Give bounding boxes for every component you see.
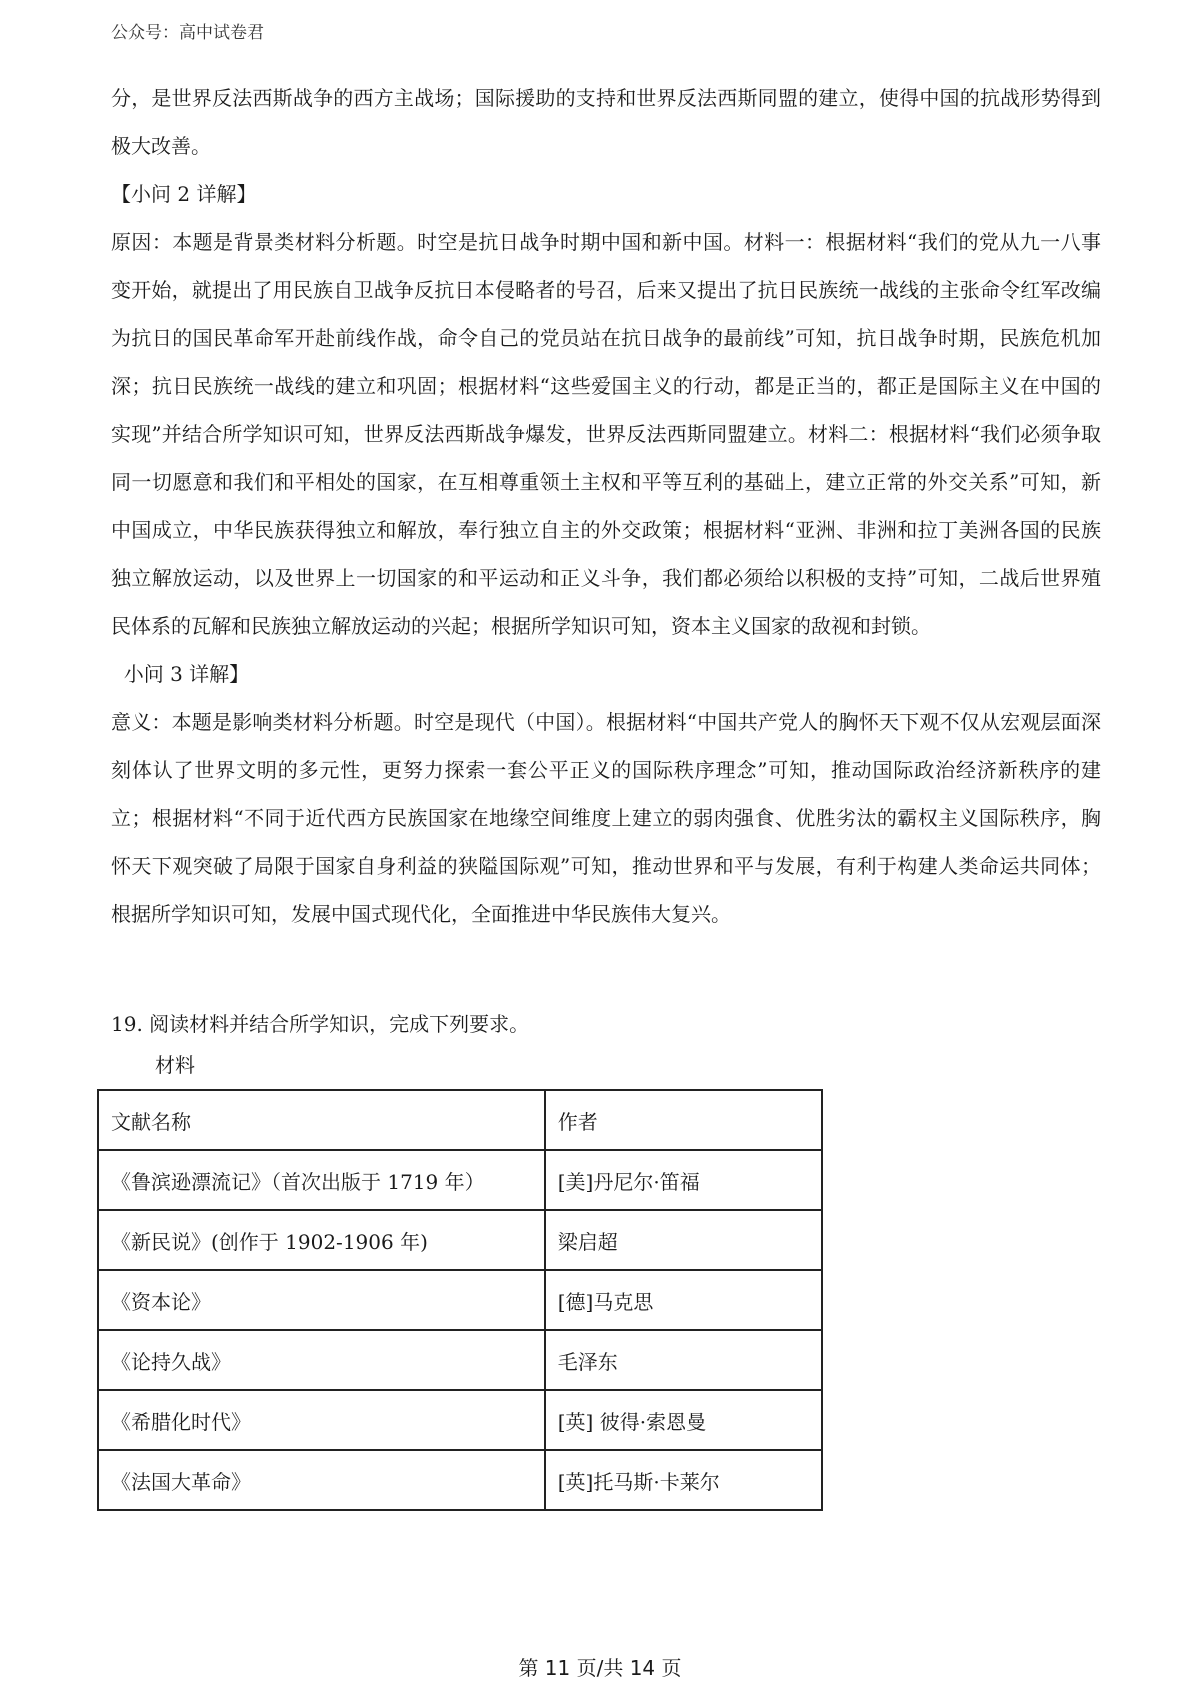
paragraph: 意义：本题是影响类材料分析题。时空是现代（中国）。根据材料“中国共产党人的胸怀天下观不仅从宏观层面深刻体认了世界文明的多元性，更努力探索一套公平正义的国际秩序理念”可知，推动国际政治经济新秩序的建立；根据材料“不同于近代西方民族国家在地缘空间维度上建立的弱肉强食、优胜劣汰的霸权主义国际秩序，胸怀天下观突破了局限于国家自身利益的狭隘国际观”可知，推动世界和平与发展，有利于构建人类命运共同体；根据所学知识可知，发展中国式现代化，全面推进中华民族伟大复兴。 [111, 710, 1101, 926]
table-header-cell: 文献名称 [98, 1090, 545, 1150]
table-row [98, 1390, 822, 1450]
section-heading: 小问 3 详解】 [111, 662, 250, 686]
table-cell: 《资本论》 [98, 1270, 545, 1330]
table-row [98, 1450, 822, 1510]
literature-table [97, 1089, 823, 1511]
table-cell: 梁启超 [545, 1210, 822, 1270]
table-row [98, 1330, 822, 1390]
table-row [98, 1270, 822, 1330]
table-cell: 《鲁滨逊漂流记》（首次出版于 1719 年） [98, 1150, 545, 1210]
table-header-row [98, 1090, 822, 1150]
table-cell: 《论持久战》 [98, 1330, 545, 1390]
table-cell: 毛泽东 [545, 1330, 822, 1390]
page-number: 第 11 页/共 14 页 [518, 1656, 682, 1680]
table-cell: [英]托马斯·卡莱尔 [545, 1450, 822, 1510]
table-cell: 《新民说》(创作于 1902-1906 年) [98, 1210, 545, 1270]
section-heading: 【小问 2 详解】 [111, 182, 257, 206]
material-label: 材料 [155, 1053, 195, 1077]
question-19-prompt: 19. 阅读材料并结合所学知识，完成下列要求。 [111, 1012, 530, 1036]
table-cell: 《希腊化时代》 [98, 1390, 545, 1450]
answer-body [111, 74, 1101, 938]
header-account: 公众号：高中试卷君 [111, 23, 264, 43]
table-cell: 《法国大革命》 [98, 1450, 545, 1510]
table-row [98, 1210, 822, 1270]
table-cell: [英] 彼得·索恩曼 [545, 1390, 822, 1450]
paragraph: 分，是世界反法西斯战争的西方主战场；国际援助的支持和世界反法西斯同盟的建立，使得中国的抗战形势得到极大改善。 [111, 86, 1101, 158]
paragraph: 原因：本题是背景类材料分析题。时空是抗日战争时期中国和新中国。材料一：根据材料“我们的党从九一八事变开始，就提出了用民族自卫战争反抗日本侵略者的号召，后来又提出了抗日民族统一战线的主张命令红军改编为抗日的国民革命军开赴前线作战，命令自己的党员站在抗日战争的最前线”可知，抗日战争时期，民族危机加深；抗日民族统一战线的建立和巩固；根据材料“这些爱国主义的行动，都是正当的，都正是国际主义在中国的实现”并结合所学知识可知，世界反法西斯战争爆发，世界反法西斯同盟建立。材料二：根据材料“我们必须争取同一切愿意和我们和平相处的国家，在互相尊重领土主权和平等互利的基础上，建立正常的外交关系”可知，新中国成立，中华民族获得独立和解放，奉行独立自主的外交政策；根据材料“亚洲、非洲和拉丁美洲各国的民族独立解放运动，以及世界上一切国家的和平运动和正义斗争，我们都必须给以积极的支持”可知，二战后世界殖民体系的瓦解和民族独立解放运动的兴起；根据所学知识可知，资本主义国家的敌视和封锁。 [111, 230, 1101, 638]
table-row [98, 1150, 822, 1210]
table-cell: [德]马克思 [545, 1270, 822, 1330]
table-cell: [美]丹尼尔·笛福 [545, 1150, 822, 1210]
table-header-cell: 作者 [545, 1090, 822, 1150]
